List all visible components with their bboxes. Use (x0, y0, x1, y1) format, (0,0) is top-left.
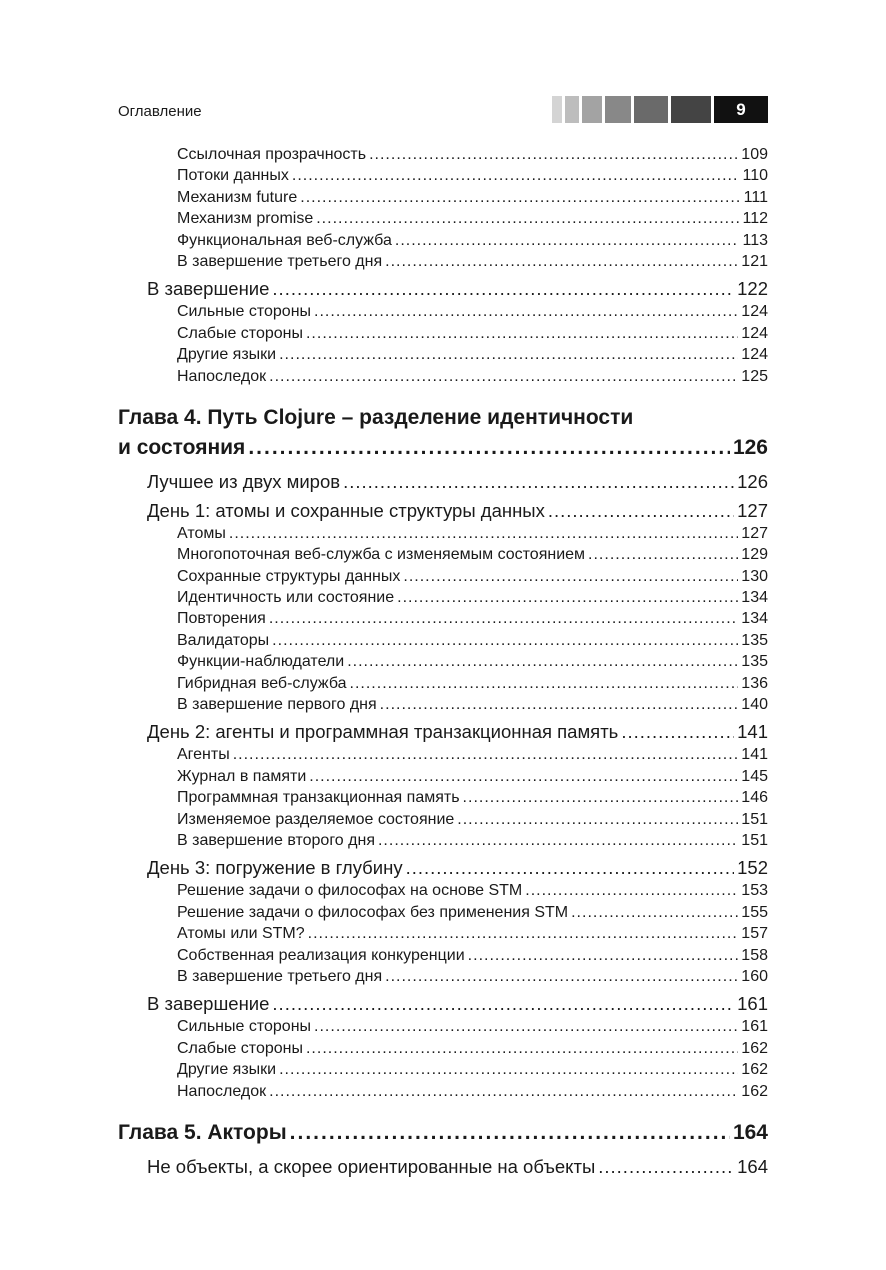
toc-entry-page: 124 (741, 324, 768, 342)
toc-entry-page: 134 (741, 589, 768, 607)
toc-entry-title: Изменяемое разделяемое состояние (177, 810, 455, 828)
toc-entry-page: 113 (742, 231, 768, 249)
toc-entry-title: Функциональная веб-служба (177, 231, 392, 249)
toc-entry[interactable] (118, 187, 768, 208)
toc-section-page: 161 (737, 993, 768, 1015)
toc-entry[interactable] (118, 608, 768, 629)
toc-section-title: В завершение (147, 993, 270, 1015)
toc-entry-title: Слабые стороны (177, 324, 303, 342)
chapter-4-title-cont: и состояния (118, 435, 246, 459)
toc-section-title: День 1: атомы и сохранные структуры данных (147, 499, 545, 521)
toc-section-title: День 3: погружение в глубину (147, 857, 403, 879)
toc-section-page: 127 (737, 499, 768, 521)
toc-entry-page: 157 (741, 925, 768, 943)
toc-entry-page: 124 (741, 346, 768, 364)
toc-entry[interactable] (118, 587, 768, 608)
toc-entry-title: Агенты (177, 746, 230, 764)
header-title: Оглавление (118, 103, 202, 120)
chapter-4-title[interactable]: Глава 4. Путь Clojure – разделение идентичности (118, 405, 634, 429)
toc-entry-page: 134 (741, 610, 768, 628)
toc-section-page: 122 (737, 278, 768, 300)
chapter-5-heading[interactable] (118, 1118, 768, 1148)
toc-entry-title: В завершение третьего дня (177, 967, 383, 985)
header-bar (552, 96, 562, 123)
toc-entry[interactable] (118, 251, 768, 272)
toc-entry-title: Программная транзакционная память (177, 789, 460, 807)
toc-entry-page: 162 (741, 1082, 768, 1100)
toc-entry-title: В завершение первого дня (177, 696, 377, 714)
toc-section-page: 152 (737, 857, 768, 879)
toc-entry[interactable] (118, 344, 768, 365)
toc-entry[interactable] (118, 809, 768, 830)
toc-entry-title: Потоки данных (177, 167, 289, 185)
page-number: 9 (714, 96, 768, 123)
toc-entry[interactable] (118, 144, 768, 165)
toc-entry-title: Собственная реализация конкуренции (177, 946, 465, 964)
toc-entry[interactable] (118, 651, 768, 672)
toc-entry[interactable] (118, 945, 768, 966)
toc-section[interactable] (118, 719, 768, 744)
toc-section[interactable] (118, 855, 768, 880)
toc-entry-title: Сильные стороны (177, 1018, 312, 1036)
toc-entry-page: 109 (741, 146, 768, 163)
toc-entry-title: Другие языки (177, 1061, 277, 1079)
toc-entry-title: Сохранные структуры данных (177, 567, 401, 585)
toc-entry[interactable] (118, 566, 768, 587)
chapter-5-page: 164 (732, 1120, 768, 1144)
toc-entry-title: Валидаторы (177, 631, 270, 649)
toc-entry-page: 162 (741, 1061, 768, 1079)
toc-entry-page: 121 (741, 252, 768, 270)
toc-entry[interactable] (118, 1059, 768, 1080)
toc-entry[interactable] (118, 208, 768, 229)
toc-entry-page: 135 (741, 631, 768, 649)
toc-entry-page: 129 (741, 546, 768, 564)
toc-entry-page: 146 (741, 789, 768, 807)
toc-entry-title: Атомы или STM? (177, 925, 305, 943)
toc-entry[interactable] (118, 787, 768, 808)
toc-section[interactable] (118, 991, 768, 1016)
header-bar (605, 96, 631, 123)
toc-entry-title: Сильные стороны (177, 303, 312, 321)
toc-entry-page: 158 (741, 946, 768, 964)
toc-entry-title: Функции-наблюдатели (177, 653, 345, 671)
toc-entry-title: Гибридная веб-служба (177, 674, 347, 692)
toc-entry-page: 127 (741, 524, 768, 542)
toc-entry[interactable] (118, 1081, 768, 1102)
toc-entry[interactable] (118, 766, 768, 787)
toc-entry-page: 124 (741, 303, 768, 321)
header-bar (634, 96, 668, 123)
toc-entry[interactable] (118, 923, 768, 944)
toc-entry-title: Решение задачи о философах без применения STM (177, 903, 569, 921)
toc-entry-title: Идентичность или состояние (177, 589, 395, 607)
toc-entry[interactable] (118, 165, 768, 186)
toc-entry-page: 155 (741, 903, 768, 921)
toc-entry[interactable] (118, 630, 768, 651)
toc-entry[interactable] (118, 902, 768, 923)
toc-entry[interactable] (118, 966, 768, 987)
toc-section-page: 141 (737, 721, 768, 743)
toc-entry-title: Многопоточная веб-служба с изменяемым состоянием (177, 546, 586, 564)
toc-entry[interactable] (118, 830, 768, 851)
toc-entry-title: Слабые стороны (177, 1039, 303, 1057)
toc-entry-title: Напоследок (177, 367, 267, 385)
toc-entry[interactable] (118, 1016, 768, 1037)
toc-entry-page: 161 (741, 1018, 768, 1036)
toc-section-page: 126 (737, 470, 768, 492)
chapter-4-page: 126 (732, 435, 768, 459)
toc-entry-page: 151 (741, 810, 768, 828)
toc-entry-title: Журнал в памяти (177, 767, 307, 785)
toc-entry[interactable] (118, 323, 768, 344)
toc-section-title: В завершение (147, 278, 270, 300)
toc-section-page: 164 (737, 1155, 768, 1177)
toc-entry-title: Напоследок (177, 1082, 267, 1100)
toc-entry-page: 110 (742, 167, 768, 185)
toc-entry-page: 151 (741, 831, 768, 849)
toc-section[interactable] (118, 469, 768, 494)
toc-section[interactable] (118, 276, 768, 301)
toc-entry-title: В завершение второго дня (177, 831, 375, 849)
toc-entry[interactable] (118, 544, 768, 565)
toc-entry-title: Решение задачи о философах на основе STM (177, 882, 523, 900)
toc-entry-page: 111 (743, 188, 768, 206)
header-bar (582, 96, 602, 123)
header-bars (549, 96, 711, 123)
toc-entry-page: 141 (741, 746, 768, 764)
table-of-contents (118, 144, 768, 1179)
toc-entry-page: 162 (741, 1039, 768, 1057)
toc-entry-title: Повторения (177, 610, 266, 628)
toc-entry-page: 130 (741, 567, 768, 585)
toc-entry[interactable] (118, 744, 768, 765)
toc-entry-page: 140 (741, 696, 768, 714)
chapter-5-title: Глава 5. Акторы (118, 1120, 287, 1144)
toc-entry-page: 136 (741, 674, 768, 692)
toc-entry-page: 125 (741, 367, 768, 385)
toc-section[interactable] (118, 498, 768, 523)
running-header (118, 96, 768, 124)
chapter-4-heading[interactable] (118, 433, 768, 463)
header-bar (565, 96, 579, 123)
toc-entry[interactable] (118, 880, 768, 901)
toc-entry-title: Другие языки (177, 346, 277, 364)
toc-entry-page: 135 (741, 653, 768, 671)
toc-entry-title: В завершение третьего дня (177, 252, 383, 270)
toc-entry[interactable] (118, 366, 768, 387)
toc-entry[interactable] (118, 694, 768, 715)
header-bar (671, 96, 711, 123)
toc-section-title: Не объекты, а скорее ориентированные на объекты (147, 1155, 596, 1177)
toc-section-title: Лучшее из двух миров (147, 470, 341, 492)
toc-entry[interactable] (118, 673, 768, 694)
toc-entry-page: 160 (741, 967, 768, 985)
toc-entry-page: 153 (741, 882, 768, 900)
toc-entry[interactable] (118, 1038, 768, 1059)
toc-entry-title: Атомы (177, 524, 226, 542)
toc-section[interactable] (118, 1154, 768, 1179)
toc-entry-title: Механизм promise (177, 210, 314, 228)
toc-entry[interactable] (118, 230, 768, 251)
toc-entry-page: 145 (741, 767, 768, 785)
toc-entry[interactable] (118, 301, 768, 322)
toc-entry-title: Механизм future (177, 188, 298, 206)
toc-entry-title: Ссылочная прозрачность (177, 146, 367, 163)
toc-entry[interactable] (118, 523, 768, 544)
toc-entry-page: 112 (742, 210, 768, 228)
toc-section-title: День 2: агенты и программная транзакционная память (147, 721, 619, 743)
